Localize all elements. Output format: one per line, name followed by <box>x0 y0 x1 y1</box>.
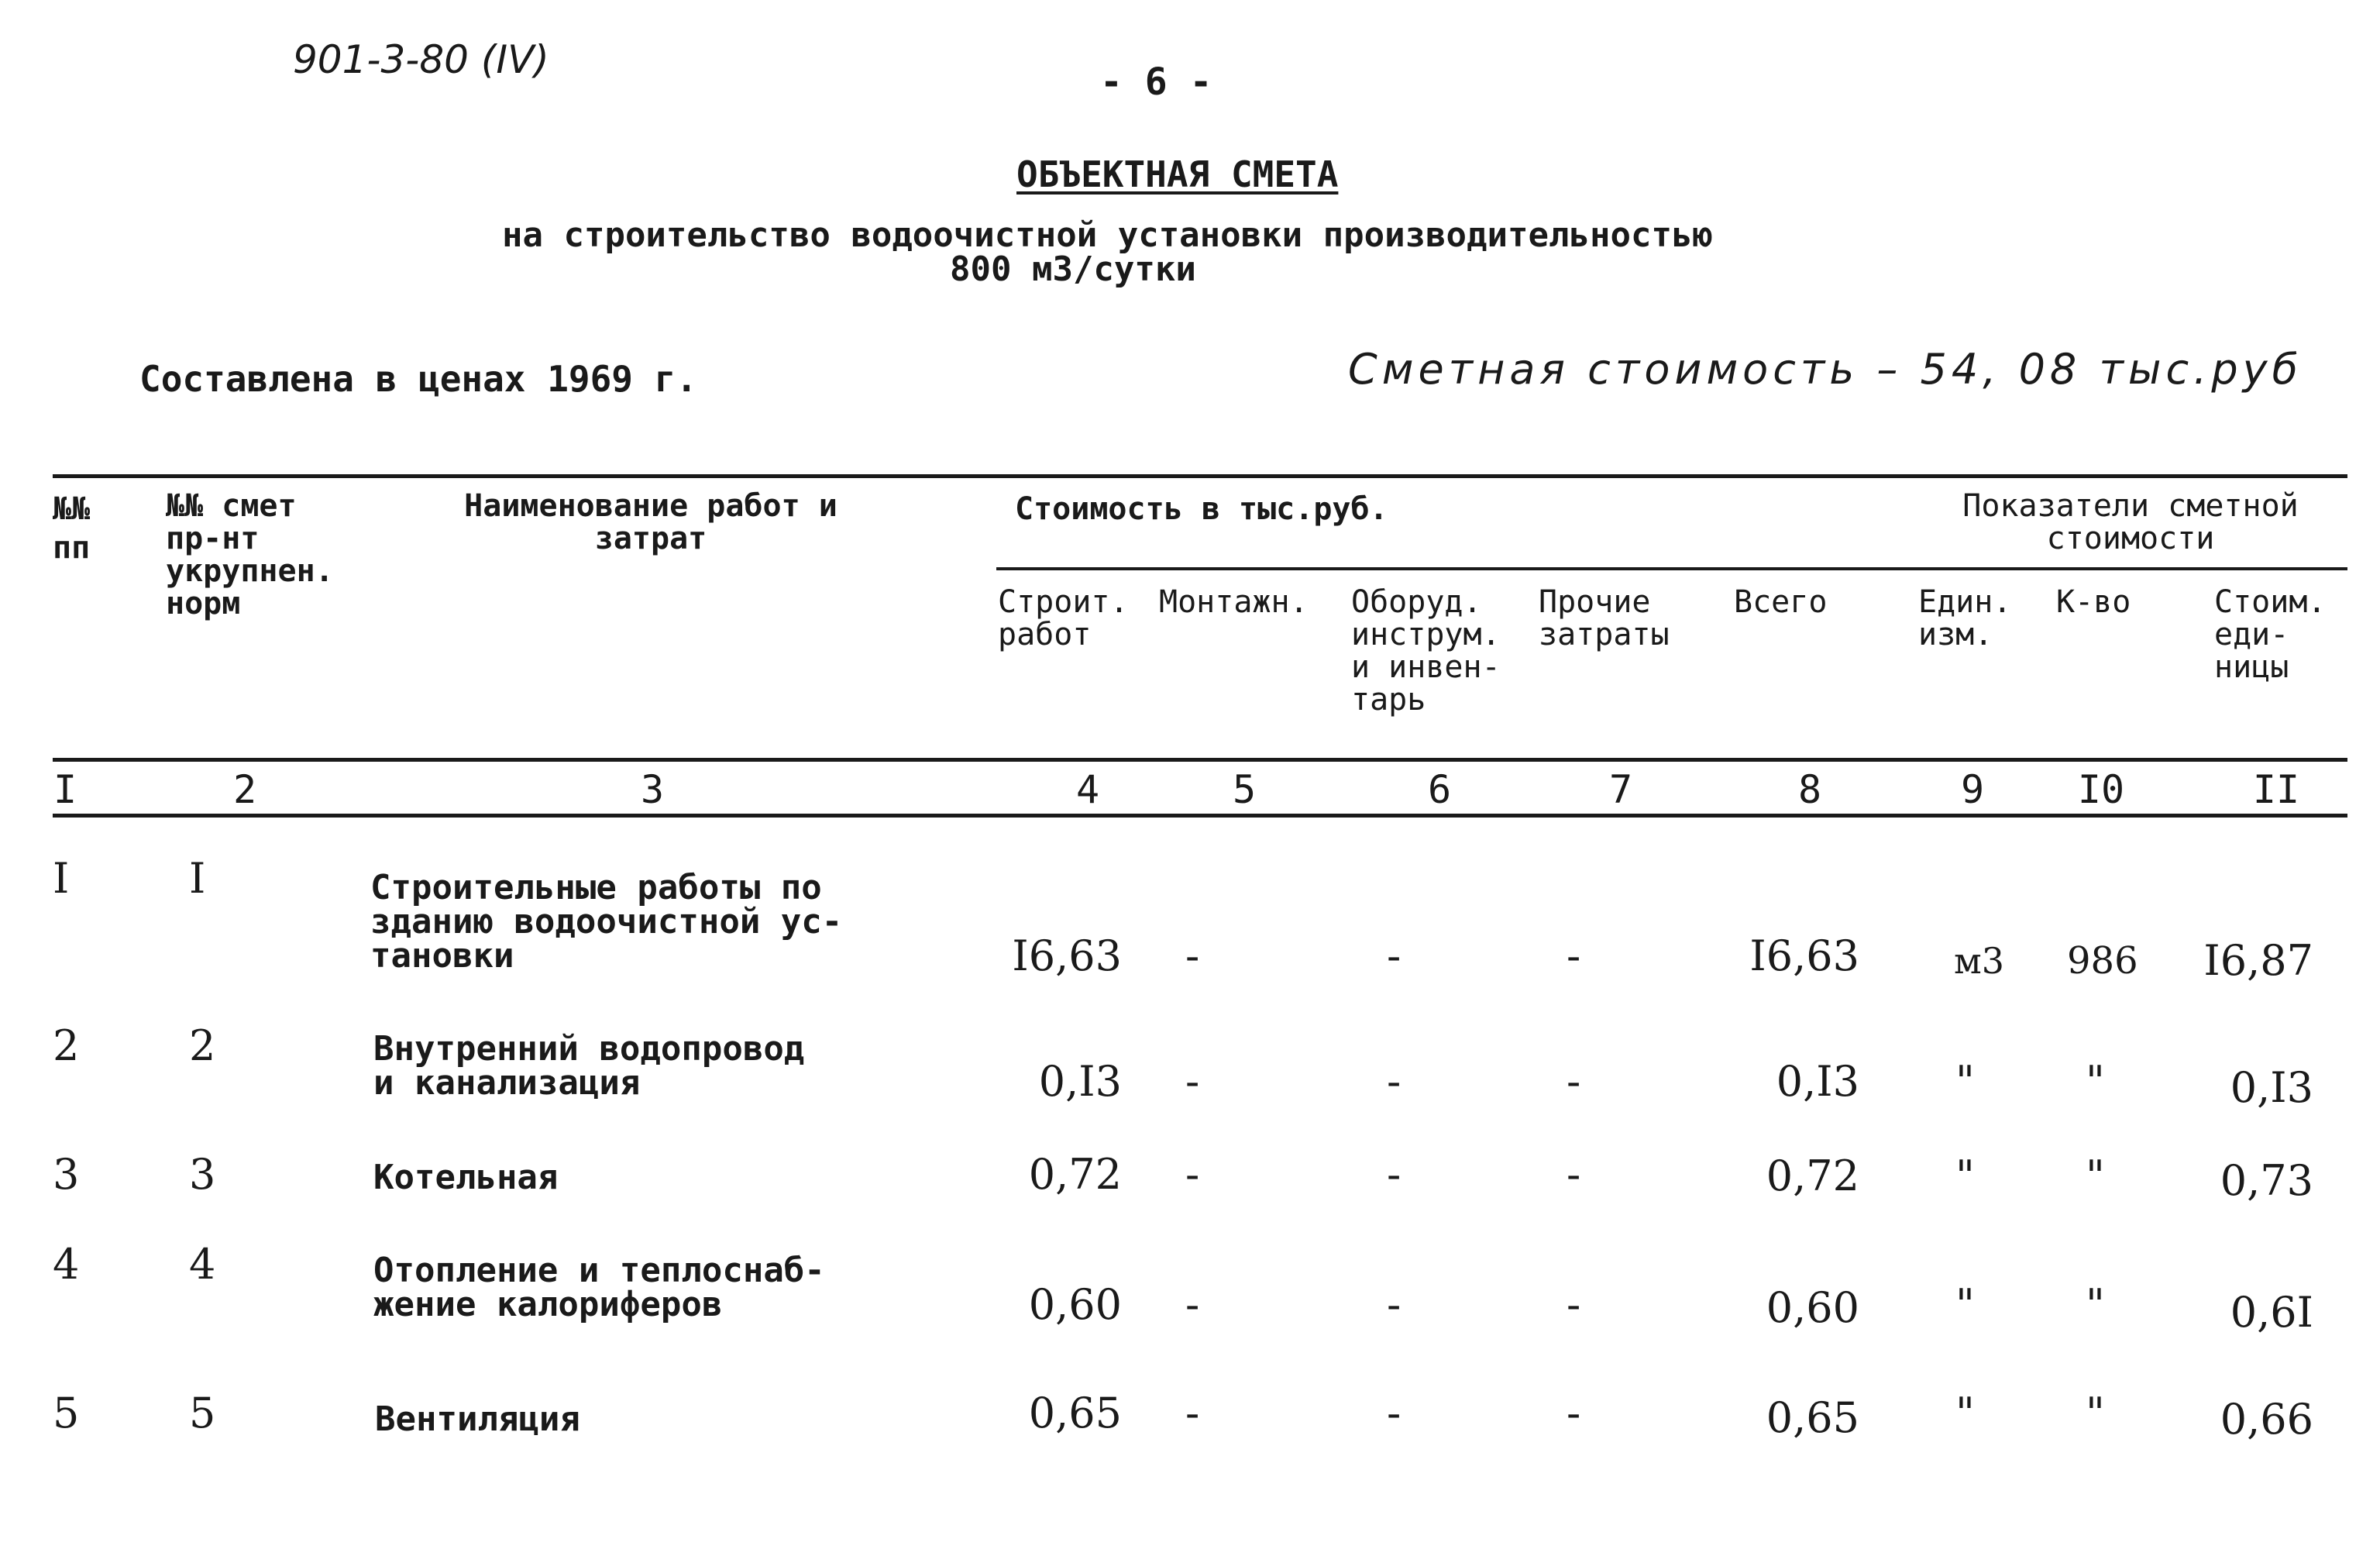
document-code: 901-3-80 (IV) <box>293 37 549 82</box>
row-estimate-number: 2 <box>189 1021 216 1070</box>
row-unit-cost: I6,87 <box>2203 936 2313 985</box>
header-col2: №№ смет пр-нт укрупнен. норм <box>166 488 334 621</box>
header-col3: Наименование работ и затрат <box>464 488 837 556</box>
row-installation-cost: - <box>1185 931 1200 980</box>
row-installation-cost: - <box>1185 1389 1200 1437</box>
row-equipment-cost: - <box>1387 1280 1402 1329</box>
header-col6: Оборуд. инструм. и инвен- тарь <box>1351 584 1501 718</box>
row-quantity: " <box>2086 1057 2105 1106</box>
row-other-cost: - <box>1567 1150 1581 1199</box>
row-work-name: Котельная <box>373 1158 559 1197</box>
row-construction-cost: 0,65 <box>1028 1389 1122 1437</box>
column-number: I <box>53 767 77 812</box>
column-number: 2 <box>232 767 257 812</box>
row-number: 4 <box>53 1240 80 1289</box>
header-bottom-rule <box>53 758 2347 762</box>
row-work-name: Внутренний водопровод и канализация <box>373 1029 805 1103</box>
row-estimate-number: I <box>189 854 206 903</box>
header-col1: №№ пп <box>53 491 91 566</box>
prices-note: Составлена в ценах 1969 г. <box>139 358 698 400</box>
row-number: 3 <box>53 1150 80 1199</box>
row-other-cost: - <box>1567 1280 1581 1329</box>
row-estimate-number: 3 <box>189 1150 216 1199</box>
row-installation-cost: - <box>1185 1057 1200 1106</box>
row-work-name: Вентиляция <box>375 1399 580 1439</box>
row-quantity: " <box>2086 1280 2105 1329</box>
row-unit: " <box>1955 1152 1975 1200</box>
row-unit-cost: 0,6I <box>2230 1288 2313 1337</box>
row-quantity: " <box>2086 1152 2105 1200</box>
estimated-cost: Сметная стоимость – 54, 08 тыс.руб <box>1348 345 2303 394</box>
row-construction-cost: 0,60 <box>1028 1280 1122 1329</box>
row-estimate-number: 4 <box>189 1240 216 1289</box>
header-col8: Всего <box>1734 584 1828 620</box>
column-number: 4 <box>1075 767 1100 812</box>
row-unit-cost: 0,73 <box>2220 1156 2313 1205</box>
header-col10: К-во <box>2056 584 2131 620</box>
column-number: 9 <box>1960 767 1985 812</box>
header-col11: Стоим. еди- ницы <box>2214 584 2327 685</box>
column-number: I0 <box>2077 767 2125 812</box>
column-number: 6 <box>1427 767 1452 812</box>
column-number: 8 <box>1797 767 1822 812</box>
row-other-cost: - <box>1567 1057 1581 1106</box>
row-estimate-number: 5 <box>189 1389 216 1437</box>
row-number: 5 <box>53 1389 80 1437</box>
row-other-cost: - <box>1567 931 1581 980</box>
page-number: - 6 - <box>1100 60 1212 104</box>
row-construction-cost: 0,72 <box>1028 1150 1122 1199</box>
row-construction-cost: 0,I3 <box>1038 1057 1122 1106</box>
header-indicators-group: Показатели сметной стоимости <box>1962 488 2299 556</box>
row-unit: " <box>1955 1280 1975 1329</box>
row-equipment-cost: - <box>1387 1057 1402 1106</box>
row-construction-cost: I6,63 <box>1012 931 1122 980</box>
header-col5: Монтажн. <box>1159 584 1309 620</box>
row-quantity: " <box>2086 1389 2105 1437</box>
row-equipment-cost: - <box>1387 1150 1402 1199</box>
row-installation-cost: - <box>1185 1150 1200 1199</box>
column-number: 5 <box>1232 767 1257 812</box>
column-number: II <box>2252 767 2300 812</box>
row-unit: м3 <box>1954 940 2005 982</box>
row-unit-cost: 0,I3 <box>2230 1063 2313 1112</box>
row-equipment-cost: - <box>1387 931 1402 980</box>
header-col7: Прочие затраты <box>1539 584 1670 652</box>
header-cost-group: Стоимость в тыс.руб. <box>1015 491 1388 527</box>
header-col9: Един. изм. <box>1918 584 2012 652</box>
row-unit-cost: 0,66 <box>2220 1395 2313 1444</box>
row-quantity: 986 <box>2067 939 2138 983</box>
document-subtitle-line1: на строительство водоочистной установки производительностью <box>502 215 1713 255</box>
row-unit: " <box>1955 1389 1975 1437</box>
row-work-name: Строительные работы по зданию водоочистной ус- тановки <box>370 868 843 976</box>
row-total-cost: 0,60 <box>1766 1283 1859 1332</box>
column-number: 7 <box>1608 767 1633 812</box>
header-col4: Строит. работ <box>998 584 1129 652</box>
row-unit: " <box>1955 1057 1975 1106</box>
row-installation-cost: - <box>1185 1280 1200 1329</box>
row-number: 2 <box>53 1021 80 1070</box>
column-number: 3 <box>640 767 665 812</box>
indicators-group-rule <box>1929 567 2347 570</box>
row-equipment-cost: - <box>1387 1389 1402 1437</box>
row-total-cost: 0,65 <box>1766 1393 1859 1442</box>
row-work-name: Отопление и теплоснаб- жение калориферов <box>373 1251 825 1324</box>
table-top-rule <box>53 474 2347 478</box>
column-numbers-rule <box>53 814 2347 818</box>
document-subtitle-line2: 800 м3/сутки <box>950 250 1196 289</box>
row-total-cost: 0,72 <box>1766 1152 1859 1200</box>
row-total-cost: I6,63 <box>1749 931 1859 980</box>
row-other-cost: - <box>1567 1389 1581 1437</box>
document-title: ОБЪЕКТНАЯ СМЕТА <box>1016 153 1339 195</box>
row-number: I <box>53 854 70 903</box>
row-total-cost: 0,I3 <box>1776 1057 1859 1106</box>
